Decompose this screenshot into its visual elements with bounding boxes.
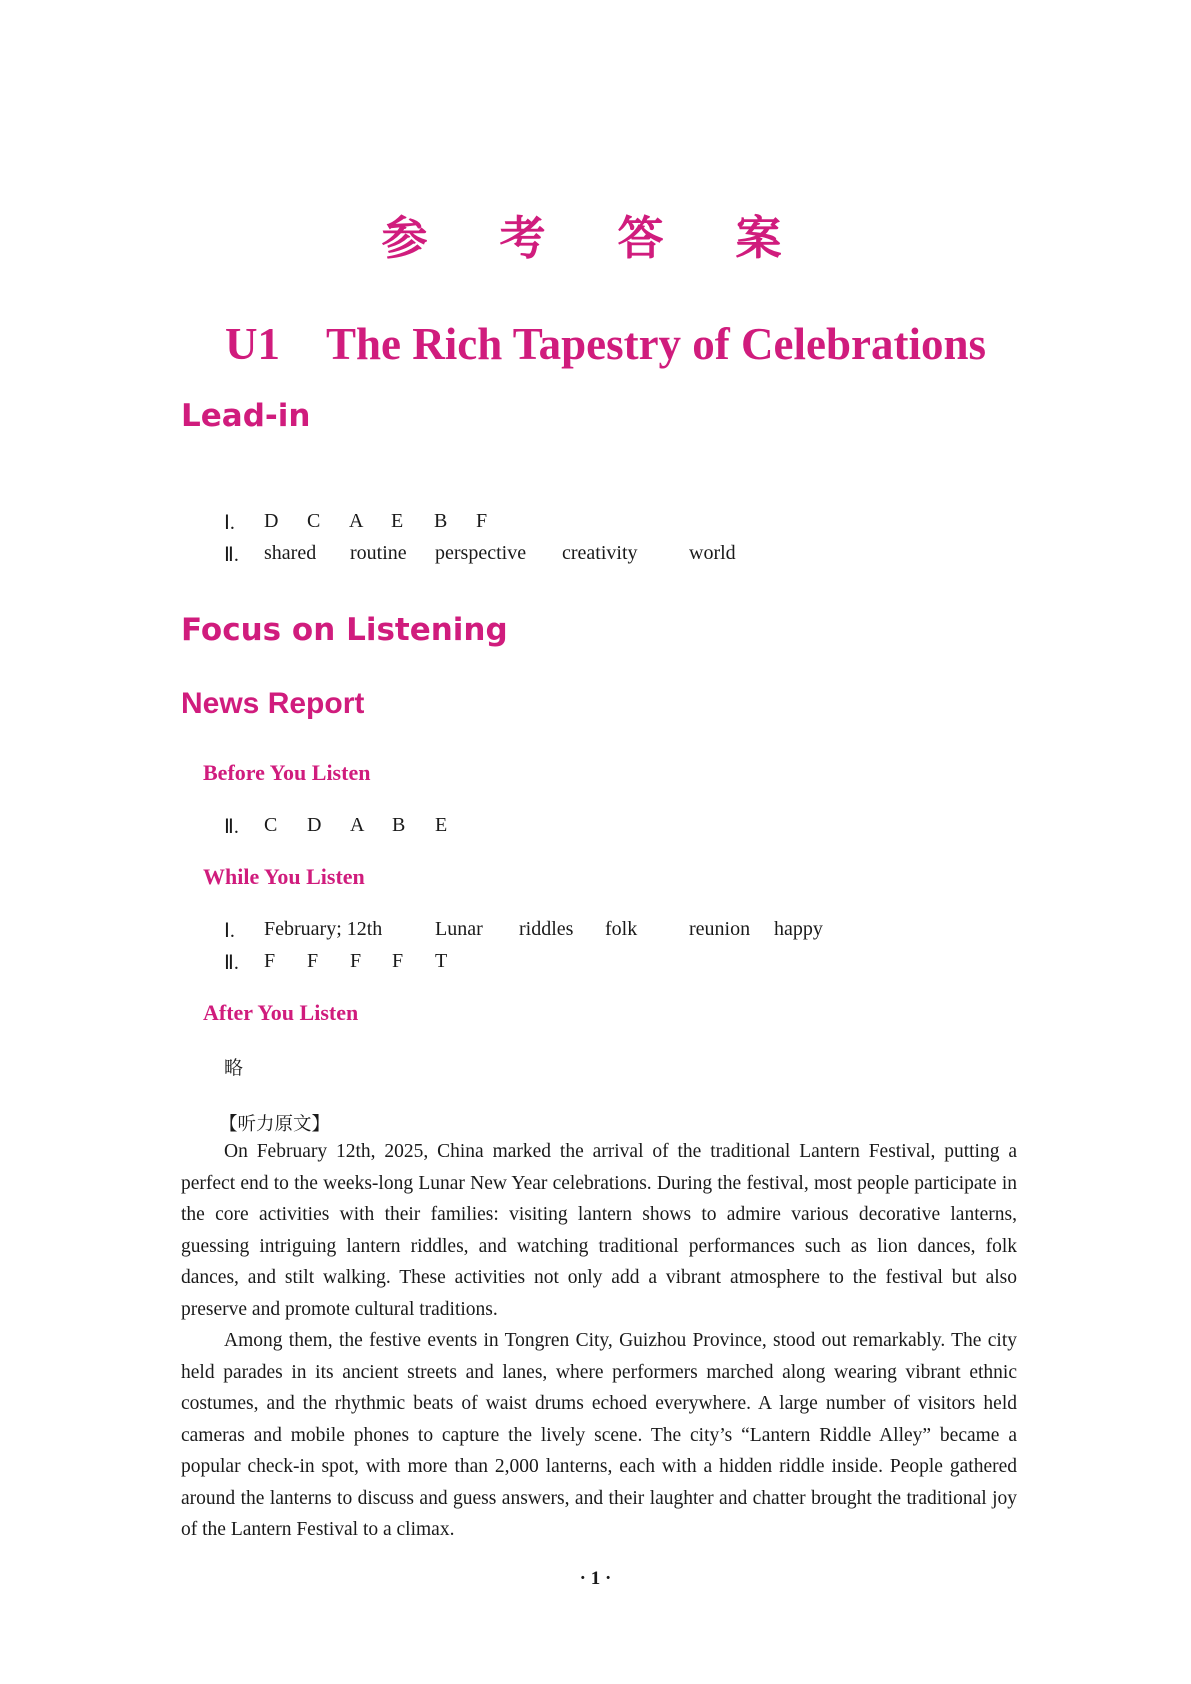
answer-item: T: [435, 950, 448, 972]
row-label: Ⅱ.: [224, 952, 239, 974]
transcript-label: 【听力原文】: [219, 1114, 331, 1135]
answer-item: D: [264, 510, 279, 532]
answer-item: F: [307, 950, 319, 972]
answer-item: creativity: [562, 542, 638, 564]
answer-item: happy: [774, 918, 823, 940]
answer-item: F: [392, 950, 404, 972]
row-label: Ⅱ.: [224, 544, 239, 566]
unit-title: [225, 318, 986, 370]
answer-item: riddles: [519, 918, 574, 940]
answer-item: F: [264, 950, 276, 972]
answer-item: A: [349, 510, 364, 532]
lead-in-heading: Lead-in: [181, 398, 311, 434]
answer-item: Lunar: [435, 918, 483, 940]
answer-item: C: [307, 510, 321, 532]
row-label: Ⅱ.: [224, 816, 239, 838]
answer-item: F: [476, 510, 488, 532]
answer-item: B: [392, 814, 406, 836]
answer-item: D: [307, 814, 322, 836]
answer-item: folk: [605, 918, 638, 940]
while-you-listen-heading: While You Listen: [203, 864, 365, 889]
before-you-listen-heading: Before You Listen: [203, 760, 371, 785]
row-label: Ⅰ.: [224, 512, 235, 534]
row-label: Ⅰ.: [224, 920, 235, 942]
answer-item: routine: [350, 542, 407, 564]
document-title: 参 考 答 案: [381, 211, 810, 265]
transcript-body: [181, 1136, 1017, 1546]
answer-item: February; 12th: [264, 918, 383, 940]
answer-item: world: [689, 542, 736, 564]
unit-number: U1: [225, 319, 280, 369]
page-number: · 1 ·: [579, 1568, 612, 1589]
answer-item: C: [264, 814, 278, 836]
after-you-listen-heading: After You Listen: [203, 1000, 359, 1025]
answer-item: F: [350, 950, 362, 972]
transcript-paragraph: On February 12th, 2025, China marked the arrival of the traditional Lantern Festival, putting a perfect end to the weeks-long Lunar New Year celebrations. During the festival, most people participate in the core activities with their families: visiting lantern shows to admire various decorative lanterns, guessing intriguing lantern riddles, and watching traditional performances such as lion dances, folk dances, and stilt walking. These activities not only add a vibrant atmosphere to the festival but also preserve and promote cultural traditions.: [181, 1141, 1017, 1320]
news-report-heading: News Report: [181, 687, 365, 720]
answer-item: E: [391, 510, 404, 532]
answer-item: shared: [264, 542, 317, 564]
answer-item: perspective: [435, 542, 527, 564]
transcript-paragraph: Among them, the festive events in Tongren City, Guizhou Province, stood out remarkably. The city held parades in its ancient streets and lanes, where performers marched along wearing vibrant ethnic costumes, and the rhythmic beats of waist drums echoed everywhere. A large number of visitors held cameras and mobile phones to capture the lively scene. The city’s “Lantern Riddle Alley” became a popular check-in spot, with more than 2,000 lanterns, each with a hidden riddle inside. People gathered around the lanterns to discuss and guess answers, and their laughter and chatter brought the traditional joy of the Lantern Festival to a climax.: [181, 1330, 1017, 1540]
answer-item: E: [435, 814, 448, 836]
focus-on-listening-heading: Focus on Listening: [181, 612, 508, 648]
after-answer: 略: [224, 1057, 244, 1079]
answer-item: reunion: [689, 918, 751, 940]
answer-item: B: [434, 510, 448, 532]
answer-item: A: [350, 814, 365, 836]
unit-name: The Rich Tapestry of Celebrations: [326, 319, 987, 369]
